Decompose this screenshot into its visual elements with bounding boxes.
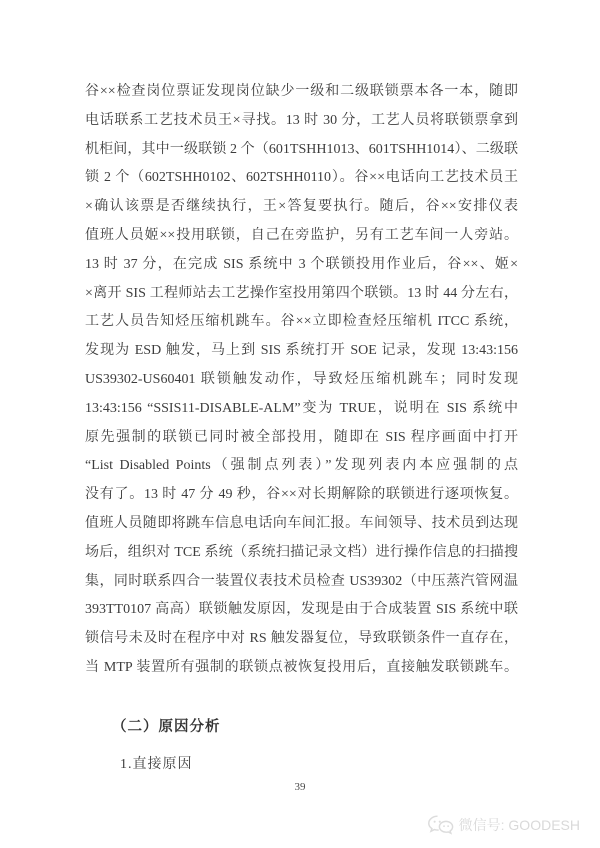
body-line: ×确认该票是否继续执行，王×答复要执行。随后，谷××安排仪表 xyxy=(85,199,518,215)
section-heading: （二）原因分析 xyxy=(112,718,221,735)
body-line: 电话联系工艺技术员王×寻找。13 时 30 分，工艺人员将联锁票拿到 xyxy=(85,112,518,128)
body-line: 没有了。13 时 47 分 49 秒，谷××对长期解除的联锁进行逐项恢复。 xyxy=(85,487,518,503)
body-line: 锁 2 个（602TSHH0102、602TSHH0110）。谷××电话向工艺技术员王 xyxy=(85,170,518,186)
body-line: 值班人员随即将跳车信息电话向车间汇报。车间领导、技术员到达现 xyxy=(85,515,518,531)
body-line: 393TT0107 高高）联锁触发原因，发现是由于合成装置 SIS 系统中联 xyxy=(85,602,518,618)
body-line: “List Disabled Points（强制点列表）”发现列表内本应强制的点 xyxy=(85,458,518,474)
body-line: US39302-US60401 联锁触发动作，导致烃压缩机跳车；同时发现 xyxy=(85,371,518,387)
wechat-watermark xyxy=(427,814,580,836)
wechat-watermark-label: 微信号: GOODESH xyxy=(458,817,580,833)
body-line: 13 时 37 分，在完成 SIS 系统中 3 个联锁投用作业后，谷××、姬× xyxy=(85,256,518,272)
body-line: 原先强制的联锁已同时被全部投用，随即在 SIS 程序画面中打开 xyxy=(85,429,518,445)
body-line: 工艺人员告知烃压缩机跳车。谷××立即检查烃压缩机 ITCC 系统， xyxy=(85,314,518,330)
body-line: 值班人员姬××投用联锁，自己在旁监护，另有工艺车间一人旁站。 xyxy=(85,227,518,243)
body-line: 谷××检查岗位票证发现岗位缺少一级和二级联锁票本各一本，随即 xyxy=(85,84,518,99)
page-number: 39 xyxy=(294,781,306,793)
wechat-icon xyxy=(427,814,454,836)
body-line: 锁信号未及时在程序中对 RS 触发器复位，导致联锁条件一直存在， xyxy=(85,631,518,647)
body-line: 集，同时联系四合一装置仪表技术员检查 US39302（中压蒸汽管网温 xyxy=(85,573,518,589)
body-paragraph xyxy=(85,78,518,683)
body-line: 13:43:156 “SSIS11-DISABLE-ALM”变为 TRUE，说明在 SIS 系统中 xyxy=(85,400,518,416)
document-body xyxy=(85,78,518,779)
subsection-heading: 1.直接原因 xyxy=(120,756,193,772)
body-line: 发现为 ESD 触发，马上到 SIS 系统打开 SOE 记录，发现 13:43:156 xyxy=(85,343,518,359)
body-line: 当 MTP 装置所有强制的联锁点被恢复投用后，直接触发联锁跳车。 xyxy=(85,659,518,675)
body-line: 机柜间，其中一级联锁 2 个（601TSHH1013、601TSHH1014）、二级联 xyxy=(85,141,518,157)
body-line: 场后，组织对 TCE 系统（系统扫描记录文档）进行操作信息的扫描搜 xyxy=(85,544,518,560)
body-line: ×离开 SIS 工程师站去工艺操作室投用第四个联锁。13 时 44 分左右， xyxy=(85,285,518,301)
